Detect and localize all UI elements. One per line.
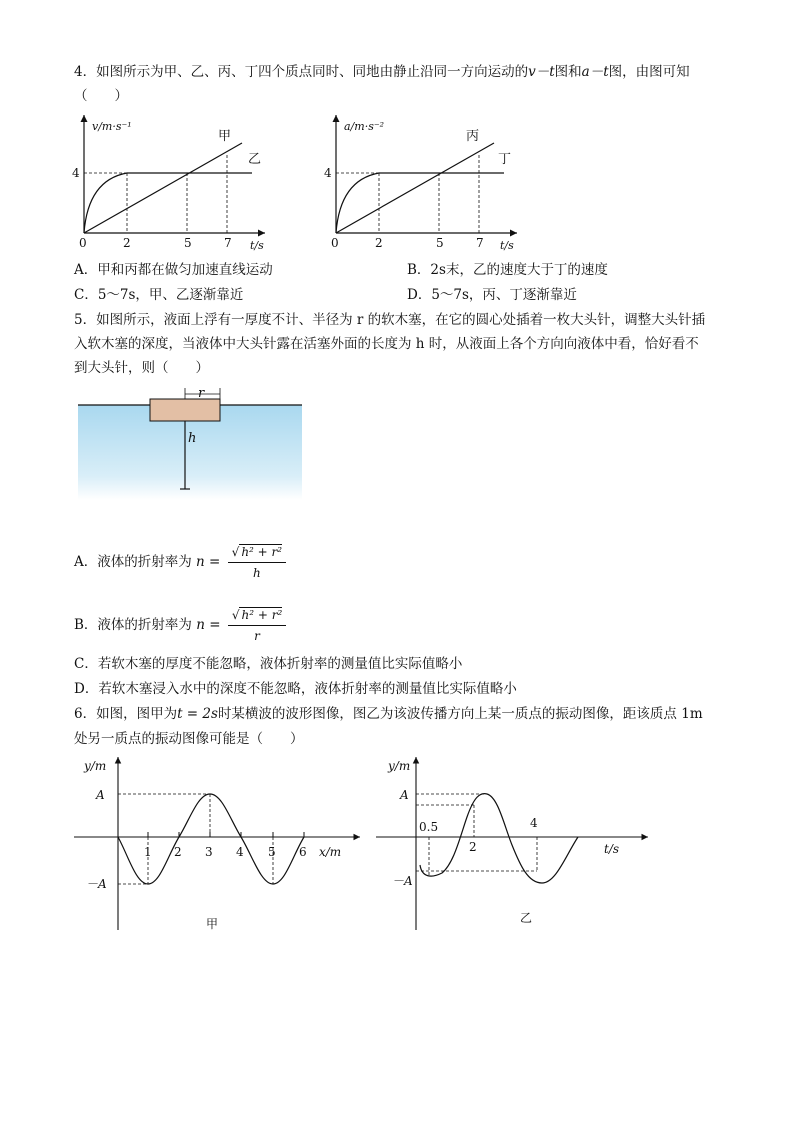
q6-yi-tick-2: 2 [469,840,477,854]
q6-stem-text-b: 时某横波的波形图像，图乙为该波传播方向上某一质点的振动图像，距该质点 1m [217,706,703,722]
q4-at-label-ding: 丁 [498,152,512,167]
q4-at-ylabel: a/m·s⁻² [344,120,385,133]
q5-h-label: h [188,431,197,446]
q6-jia-xtick-5: 5 [268,845,276,859]
q6-stem-text-a: 6．如图，图甲为 [74,706,178,722]
q5-option-b-text: B．液体的折射率为 [74,617,192,633]
q4-vt-xtick-7: 7 [224,236,232,250]
q5-option-a-fraction: $\frac{\text{√ h² + r²}}{h}$ [228,543,286,582]
q4-at-ytick: 4 [324,166,332,180]
q6-jia-xtick-1: 1 [144,845,152,859]
q4-at-xtick-2: 2 [375,236,383,250]
q4-vt-xtick-2: 2 [123,236,131,250]
q5-option-b-numerator: h² + r² [241,608,283,622]
q4-stem-text-b: 图和 [554,64,582,80]
q4-at-graph [322,110,522,250]
q5-option-d: D．若软木塞浸入水中的深度不能忽略，液体折射率的测量值比实际值略小 [74,681,517,697]
q6-yi-tick-05: 0.5 [419,820,439,834]
q6-stem-line2: 处另一质点的振动图像可能是（ ） [74,731,304,747]
q5-stem-line2: 入软木塞的深度，当液体中大头针露在活塞外面的长度为 h 时，从液面上各个方向向液体中看，恰好看不 [74,336,699,352]
q6-yi-label-a: A [400,788,409,802]
q6-jia-ylabel: y/m [84,759,107,773]
q6-jia-label-a: A [96,788,105,802]
q6-yi-label-neg-a: －A [392,874,413,888]
q5-option-b-denominator: r [254,629,260,643]
q5-option-a-denominator: h [253,566,261,580]
q5-option-a [74,543,286,582]
q6-jia-xtick-2: 2 [174,845,182,859]
q5-option-a-text: A．液体的折射率为 [74,554,192,570]
q5-option-a-numerator: h² + r² [241,545,283,559]
q4-option-a: A．甲和丙都在做匀加速直线运动 [74,262,273,278]
q4-stem-line1 [74,63,690,81]
q6-yi-ylabel: y/m [388,759,411,773]
q6-yi-caption: 乙 [520,911,533,925]
q4-stem-text-c: 图，由图可知 [608,64,690,80]
q5-stem-line1: 5．如图所示，液面上浮有一厚度不计、半径为 r 的软木塞，在它的圆心处插着一枚大头针，调整大头针插 [74,312,706,328]
q6-stem-t: t = 2s [177,706,218,722]
q6-yi-xlabel: t/s [604,842,620,856]
q4-at-xtick-0: 0 [331,236,339,250]
q4-option-d: D．5～7s，丙、丁逐渐靠近 [407,287,577,303]
q4-option-b: B．2s末，乙的速度大于丁的速度 [407,262,608,278]
q6-jia-label-neg-a: －A [86,877,107,891]
q5-r-label: r [198,386,205,401]
q4-vt-ytick: 4 [72,166,80,180]
q4-vt-xlabel: t/s [250,239,264,252]
q6-jia-wave [118,794,304,884]
q4-stem-text-a: 4．如图所示为甲、乙、丙、丁四个质点同时、同地由静止沿同一方向运动的 [74,64,529,80]
q5-option-b [74,606,286,645]
q4-at-xtick-7: 7 [476,236,484,250]
q6-jia-xtick-4: 4 [236,845,244,859]
q4-vt-ylabel: v/m·s⁻¹ [92,120,132,133]
q6-yi-tick-4: 4 [530,816,538,830]
q4-at-xlabel: t/s [500,239,514,252]
q4-vt-label-yi: 乙 [248,152,262,167]
q4-vt-label-jia: 甲 [218,129,232,144]
q6-yi-wave [420,794,578,883]
q6-stem-line1 [74,705,703,723]
q4-stem-line2: （ ） [74,88,128,104]
q6-jia-caption: 甲 [206,917,219,931]
q6-graph-jia [70,755,360,935]
q4-vt-xtick-0: 0 [79,236,87,250]
q4-at-line-bing [336,143,494,233]
q5-cork [150,399,220,421]
q5-stem-line3: 到大头针，则（ ） [74,360,209,376]
q4-stem-at: a－t [581,64,609,80]
q6-jia-xlabel: x/m [319,845,342,859]
q6-jia-xtick-3: 3 [205,845,213,859]
q6-graph-yi [372,755,652,935]
q4-vt-xtick-5: 5 [184,236,192,250]
q5-option-c: C．若软木塞的厚度不能忽略，液体折射率的测量值比实际值略小 [74,656,463,672]
q5-option-a-n: n = [196,554,221,570]
q5-figure [76,385,306,500]
q5-option-b-n: n = [196,617,221,633]
q4-option-c: C．5～7s，甲、乙逐渐靠近 [74,287,244,303]
q4-at-label-bing: 丙 [466,129,480,144]
q4-vt-graph [70,110,270,250]
q4-at-xtick-5: 5 [436,236,444,250]
q4-vt-line-jia [84,143,242,233]
q6-jia-xtick-6: 6 [299,845,307,859]
q5-option-b-fraction: $\frac{\text{√ h² + r²}}{r}$ [228,606,286,645]
q4-stem-vt: v－t [528,64,555,80]
